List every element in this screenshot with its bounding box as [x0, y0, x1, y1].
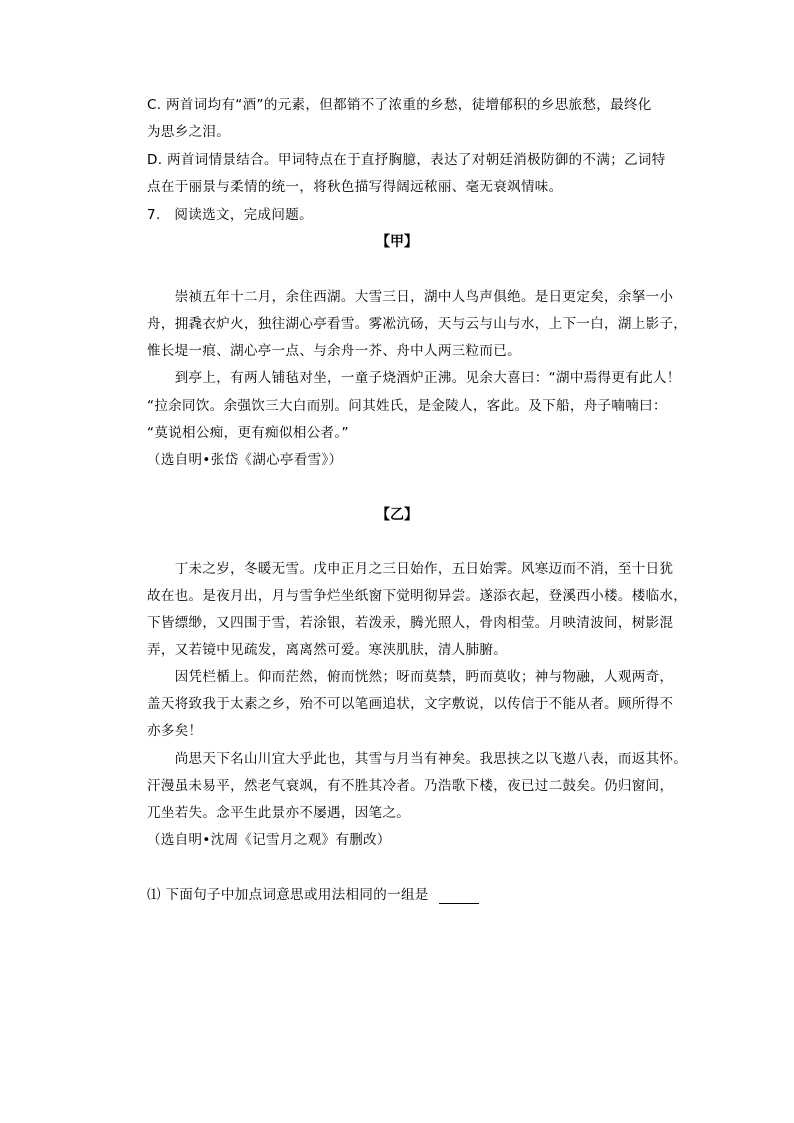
subquestion-1-text: ⑴ 下面句子中加点词意思或用法相同的一组是 [147, 887, 429, 903]
passage-jia-line: “拉余同饮。余强饮三大白而别。问其姓氏，是金陵人，客此。及下船，舟子喃喃曰： [147, 398, 667, 414]
passage-yi-line: 丁未之岁，冬暖无雪。戊申正月之三日始作，五日始霁。风寒迈而不消，至十日犹 [147, 561, 674, 577]
passage-yi-line: 下皆缥缈，又四围于雪，若涂银，若泼汞，腾光照人，骨肉相莹。月映清波间，树影混 [147, 615, 674, 631]
passage-yi-source: （选自明•沈周《记雪月之观》有删改） [147, 832, 391, 848]
passage-jia-line: “莫说相公痴，更有痴似相公者。” [147, 425, 349, 441]
passage-jia-line: 到亭上，有两人铺毡对坐，一童子烧酒炉正沸。见余大喜曰：“湖中焉得更有此人！ [147, 370, 681, 386]
passage-jia-line: 崇祯五年十二月，余住西湖。大雪三日，湖中人鸟声俱绝。是日更定矣，余拏一小 [147, 289, 674, 305]
passage-jia-line: 惟长堤一痕、湖心亭一点、与余舟一芥、舟中人两三粒而已。 [147, 343, 521, 359]
passage-yi-line: 尚思天下名山川宜大乎此也，其雪与月当有神矣。我思挟之以飞遨八表，而返其怀。 [147, 751, 688, 767]
passage-yi-heading: 【乙】 [376, 507, 418, 523]
passage-yi-line: 汗漫虽未易平，然老气衰飒，有不胜其冷者。乃浩歌下楼，夜已过二鼓矣。仍归窗间， [147, 778, 674, 794]
option-d-line-2: 点在于丽景与柔情的统一，将秋色描写得阔远秾丽、毫无衰飒情味。 [147, 179, 563, 195]
passage-jia-line: 舟，拥毳衣炉火，独往湖心亭看雪。雾凇沆砀，天与云与山与水，上下一白，湖上影子， [147, 316, 688, 332]
passage-yi-line: 兀坐若失。念平生此景亦不屡遇，因笔之。 [147, 805, 411, 821]
passage-yi-line: 弄，又若镜中见疏发，离离然可爱。寒浃肌肤，清人肺腑。 [147, 642, 508, 658]
passage-jia-source: （选自明•张岱《湖心亭看雪》） [147, 452, 343, 468]
question-7: 7. 阅读选文，完成问题。 [147, 207, 313, 223]
passage-yi-line: 盖天将致我于太素之乡，殆不可以笔画追状，文字敷说，以传信于不能从者。顾所得不 [147, 696, 674, 712]
subquestion-1 [147, 886, 479, 904]
option-c-line-2: 为思乡之泪。 [147, 124, 231, 140]
passage-yi-line: 故在也。是夜月出，月与雪争烂坐纸窗下觉明彻异尝。遂添衣起，登溪西小楼。楼临水， [147, 588, 688, 604]
passage-yi-line: 亦多矣！ [147, 723, 203, 739]
option-c-line-1: C. 两首词均有“酒”的元素，但都销不了浓重的乡愁，徒增郁积的乡思旅愁，最终化 [147, 97, 652, 113]
option-d-line-1: D. 两首词情景结合。甲词特点在于直抒胸臆，表达了对朝廷消极防御的不满；乙词特 [147, 152, 666, 168]
passage-jia-heading: 【甲】 [376, 234, 418, 250]
answer-blank[interactable] [439, 889, 479, 904]
passage-yi-line: 因凭栏楯上。仰而茫然，俯而恍然；呀而莫禁，眄而莫收；神与物融，人观两奇， [147, 669, 674, 685]
